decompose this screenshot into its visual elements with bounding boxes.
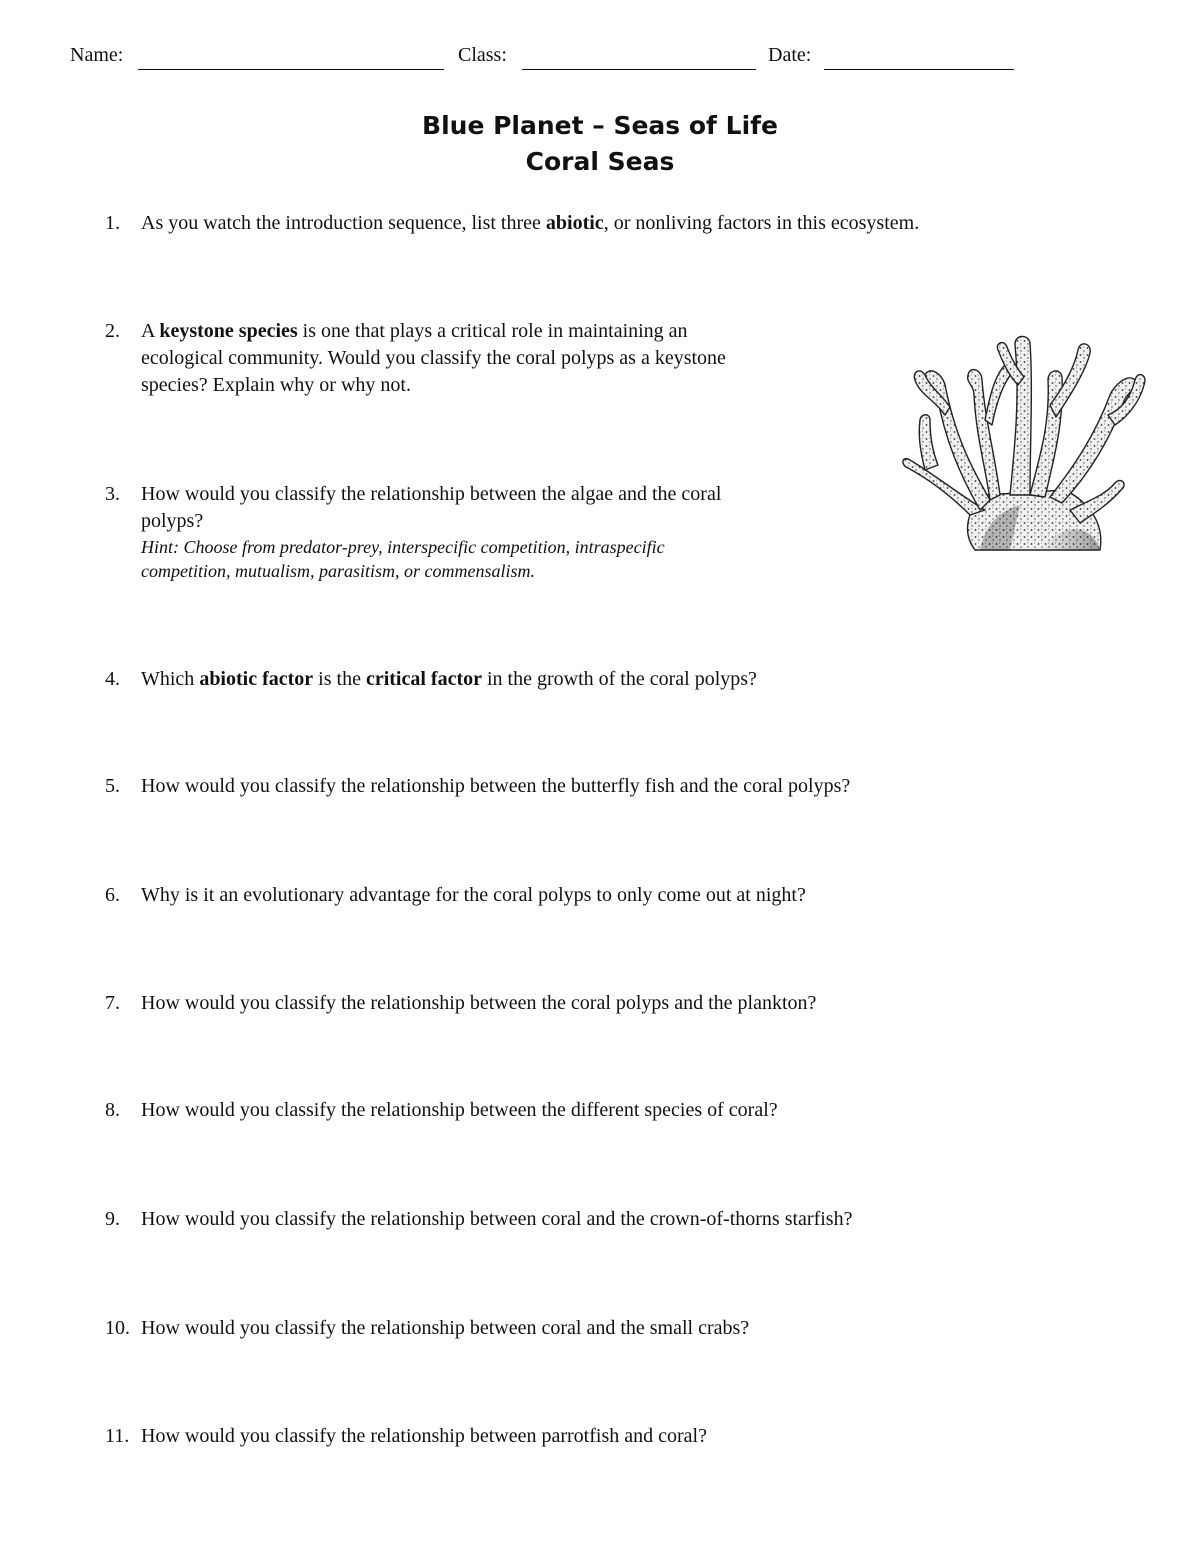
name-field[interactable] xyxy=(70,44,123,67)
question-number: 10. xyxy=(105,1317,130,1339)
coral-illustration-icon xyxy=(890,325,1150,555)
question-number: 5. xyxy=(105,775,120,797)
question-text: Which abiotic factor is the critical factor in the growth of the coral polyps? xyxy=(141,668,757,690)
question-text: How would you classify the relationship between the algae and the coral polyps? Hint: Choose from predator-prey, interspecific competition, intraspecific competition, mutualism, parasitism, or commensalism. xyxy=(141,483,722,581)
page-title: Blue Planet – Seas of Life xyxy=(422,111,778,140)
question-text: How would you classify the relationship between parrotfish and coral? xyxy=(141,1425,707,1447)
class-field[interactable] xyxy=(458,44,507,67)
question-text: How would you classify the relationship between coral and the crown-of-thorns starfish? xyxy=(141,1208,853,1230)
page-subtitle: Coral Seas xyxy=(525,147,675,176)
question-number: 8. xyxy=(105,1099,120,1121)
question-text: How would you classify the relationship between coral and the small crabs? xyxy=(141,1317,750,1339)
name-label: Name: xyxy=(70,44,124,66)
question-text: As you watch the introduction sequence, list three abiotic, or nonliving factors in this ecosystem. xyxy=(141,212,920,234)
question-number: 9. xyxy=(105,1208,120,1230)
question-number: 7. xyxy=(105,992,120,1014)
hint-text: Hint: Choose from predator-prey, interspecific competition, intraspecific xyxy=(141,537,665,557)
question-text: How would you classify the relationship between the different species of coral? xyxy=(141,1099,778,1121)
question-number: 3. xyxy=(105,483,120,505)
question-number: 2. xyxy=(105,320,120,342)
question-number: 4. xyxy=(105,668,120,690)
date-line[interactable] xyxy=(824,69,1014,70)
question-text: How would you classify the relationship between the coral polyps and the plankton? xyxy=(141,992,817,1014)
question-number: 11. xyxy=(105,1425,130,1447)
question-text: A keystone species is one that plays a critical role in maintaining an ecological community. Would you classify the coral polyps as a keystone species? Explain why or why not. xyxy=(141,320,726,396)
question-number: 6. xyxy=(105,884,120,906)
class-label: Class: xyxy=(458,44,507,66)
class-line[interactable] xyxy=(522,69,756,70)
question-text: How would you classify the relationship between the butterfly fish and the coral polyps? xyxy=(141,775,851,797)
hint-text: competition, mutualism, parasitism, or commensalism. xyxy=(141,561,535,581)
question-number: 1. xyxy=(105,212,120,234)
date-label: Date: xyxy=(768,44,812,66)
date-field[interactable] xyxy=(768,44,811,67)
question-text: Why is it an evolutionary advantage for the coral polyps to only come out at night? xyxy=(141,884,806,906)
name-line[interactable] xyxy=(138,69,444,70)
